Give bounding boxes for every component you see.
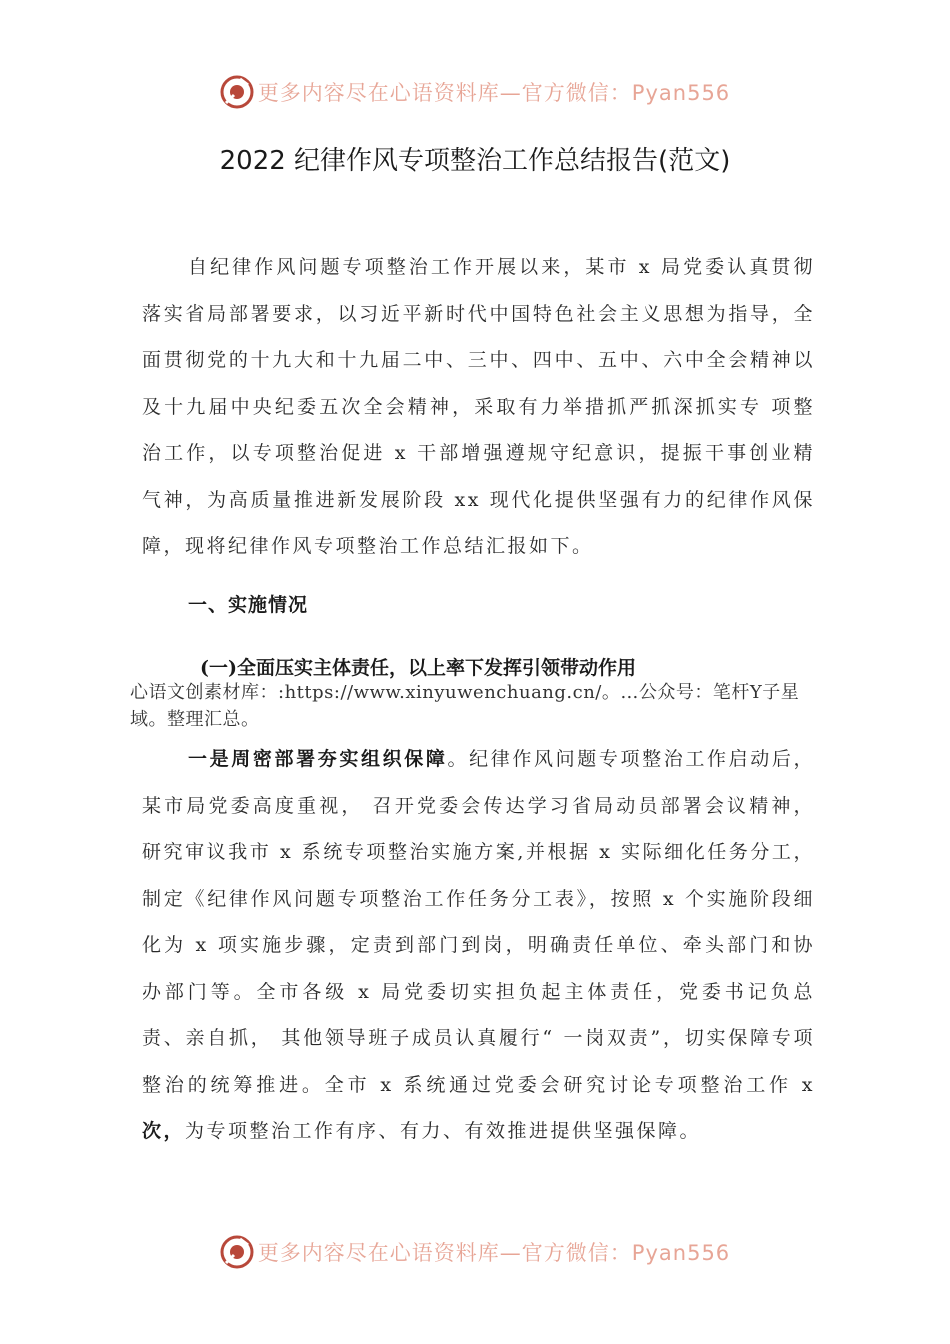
section-heading: 一、实施情况 — [188, 594, 309, 616]
footer-watermark-banner — [0, 1232, 950, 1272]
logo-icon — [220, 1235, 254, 1269]
body-paragraph — [142, 736, 815, 1155]
intro-paragraph: 自纪律作风问题专项整治工作开展以来，某市 x 局党委认真贯彻落实省局部署要求，以习近平新时代中国特色社会主义思想为指导，全面贯彻党的十九大和十九届二中、三中、四中、五中、六中全会精神以及十九届中央纪委五次全会精神，采取有力举措抓严抓深抓实专 项整治工作，以专项整治促进 x 干部增强遵规守纪意识，提振干事创业精气神，为高质量推进新发展阶段 xx 现代化提供坚强有力的纪律作风保障，现将纪律作风专项整治工作总结汇报如下。 — [142, 256, 815, 557]
paragraph-body: 。纪律作风问题专项整治工作启动后，某市局党委高度重视， 召开党委会传达学习省局动员部署会议精神，研究审议我市 x 系统专项整治实施方案,并根据 x 实际细化任务分工，制定《纪律作风问题专项整治工作任务分工表》，按照 x 个实施阶段细化为 x 项实施步骤，定责到部门到岗，明确责任单位、牵头部门和协办部门等。全市各级 x 局党委切实担负起主体责任，党委书记负总责、亲自抓， 其他领导班子成员认真履行“ 一岗双责”，切实保障专项整治的统筹推进。全市 x 系统通过党委会研究讨论专项整治工作 x — [142, 748, 815, 1096]
subsection-heading: (一)全面压实主体责任，以上率下发挥引领带动作用 — [200, 657, 636, 679]
paragraph-lead: 一是周密部署夯实组织保障 — [188, 748, 448, 770]
header-watermark-banner — [0, 72, 950, 112]
source-notice: 心语文创素材库：:https://www.xinyuwenchuang.cn/。…公众号：笔杆Y子星域。整理汇总。 — [130, 682, 800, 730]
document-title: 2022 纪律作风专项整治工作总结报告(范文) — [219, 146, 731, 176]
paragraph-end: 为专项整治工作有序、有力、有效推进提供坚强保障。 — [185, 1120, 702, 1142]
logo-icon — [220, 75, 254, 109]
paragraph-count: 次， — [142, 1120, 186, 1142]
banner-text: 更多内容尽在心语资料库—官方微信：Pyan556 — [257, 81, 731, 105]
banner-text: 更多内容尽在心语资料库—官方微信：Pyan556 — [257, 1241, 731, 1265]
